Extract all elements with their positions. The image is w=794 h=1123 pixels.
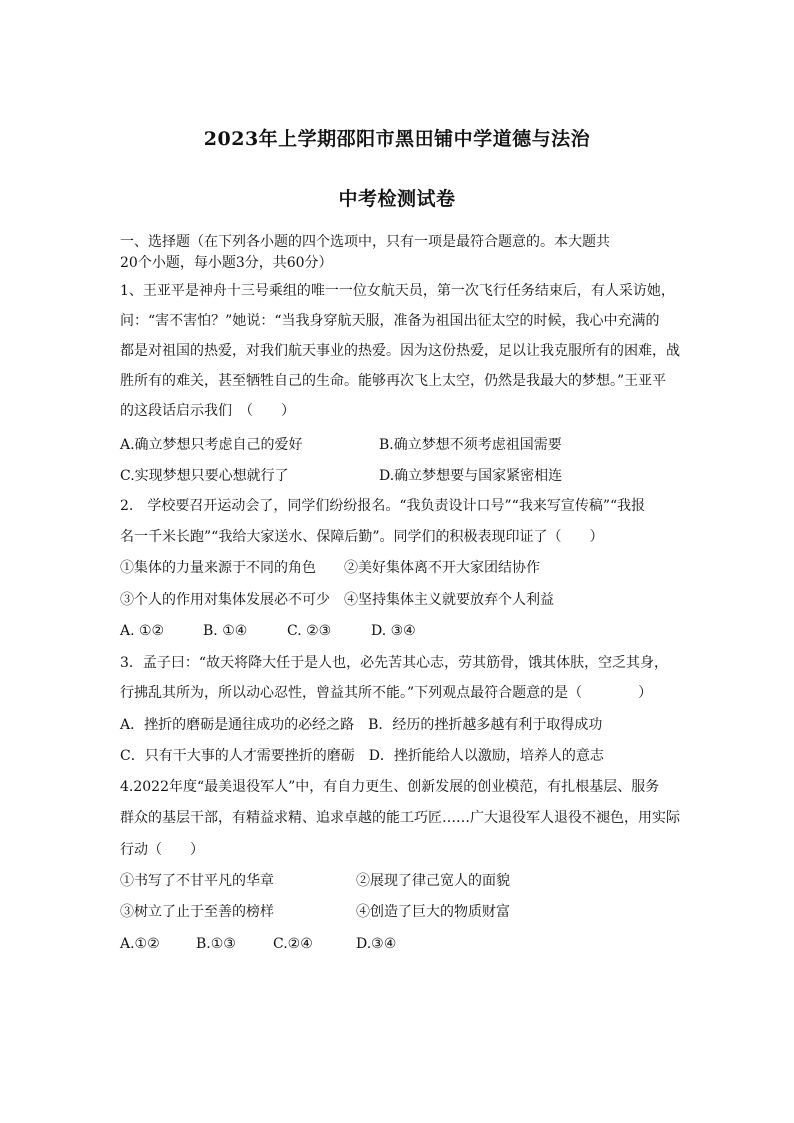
q1-option-b: B.确立梦想不须考虑祖国需要 [379,437,562,453]
q2-items-line2: ③个人的作用对集体发展必不可少 ④坚持集体主义就要放弃个人利益 [120,592,554,608]
q1-stem-line1: 1、王亚平是神舟十三号乘组的唯一一位女航天员，第一次飞行任务结束后，有人采访她， [120,283,675,299]
section-heading-line1: 一、选择题（在下列各小题的四个选项中，只有一项是最符合题意的。本大题共 [120,234,610,250]
q1-stem-line4: 胜所有的难关，甚至牺牲自己的生命。能够再次飞上太空，仍然是我最大的梦想。”王亚平 [120,373,667,389]
q2-option-b: B. ①④ [203,623,248,639]
q4-option-b: B.①③ [196,936,236,952]
q2-items-line1: ①集体的力量来源于不同的角色 ②美好集体离不开大家团结协作 [120,560,540,576]
q4-stem-line3: 行动（ ） [120,842,204,858]
q4-option-c: C.②④ [273,936,313,952]
q3-options-line2: C．只有干大事的人才需要挫折的磨砺 D．挫折能给人以激励，培养人的意志 [120,748,604,764]
q2-option-c: C. ②③ [287,623,332,639]
q4-item-2: ②展现了律己宽人的面貌 [356,873,510,889]
q3-stem-line1: 3．孟子曰：“故天将降大任于是人也，必先苦其心志，劳其筋骨，饿其体肤，空乏其身， [120,655,669,671]
q1-stem-line5: 的这段话启示我们 （ ） [120,403,295,419]
q2-stem-line2: 名一千米长跑”“我给大家送水、保障后勤”。同学们的积极表现印证了（ ） [120,529,604,545]
q4-option-d: D.③④ [356,936,397,952]
q3-options-line1: A．挫折的磨砺是通往成功的必经之路 B．经历的挫折越多越有利于取得成功 [120,717,603,733]
exam-title-line2: 中考检测试卷 [338,188,456,210]
q3-stem-line2: 行拂乱其所为，所以动心忍性，曾益其所不能。”下列观点最符合题意的是（ ） [120,685,653,701]
q1-option-a: A.确立梦想只考虑自己的爱好 [120,437,303,453]
exam-title-line1: 2023年上学期邵阳市黑田铺中学道德与法治 [203,128,591,150]
q1-stem-line3: 都是对祖国的热爱，对我们航天事业的热爱。因为这份热爱，足以让我克服所有的困难，战 [120,343,680,359]
q2-option-a: A. ①② [120,623,165,639]
q4-item-1: ①书写了不甘平凡的华章 [120,873,274,889]
q4-item-4: ④创造了巨大的物质财富 [356,904,510,920]
q1-option-c: C.实现梦想只要心想就行了 [120,468,289,484]
q1-stem-line2: 问：“害不害怕？”她说：“当我身穿航天服，准备为祖国出征太空的时候，我心中充满的 [120,313,660,329]
q2-stem-line1: 2. 学校要召开运动会了，同学们纷纷报名。“我负责设计口号”“我来写宣传稿”“我报 [120,498,646,514]
q4-item-3: ③树立了止于至善的榜样 [120,904,274,920]
q4-stem-line1: 4.2022年度“最美退役军人”中，有自力更生、创新发展的创业模范，有扎根基层、服务 [120,779,660,795]
section-heading-line2: 20个小题，每小题3分，共60分） [120,255,333,271]
q4-option-a: A.①② [120,936,160,952]
q4-stem-line2: 群众的基层干部，有精益求精、追求卓越的能工巧匠……广大退役军人退役不褪色，用实际 [120,810,680,826]
q1-option-d: D.确立梦想要与国家紧密相连 [379,468,563,484]
q2-option-d: D. ③④ [371,623,416,639]
